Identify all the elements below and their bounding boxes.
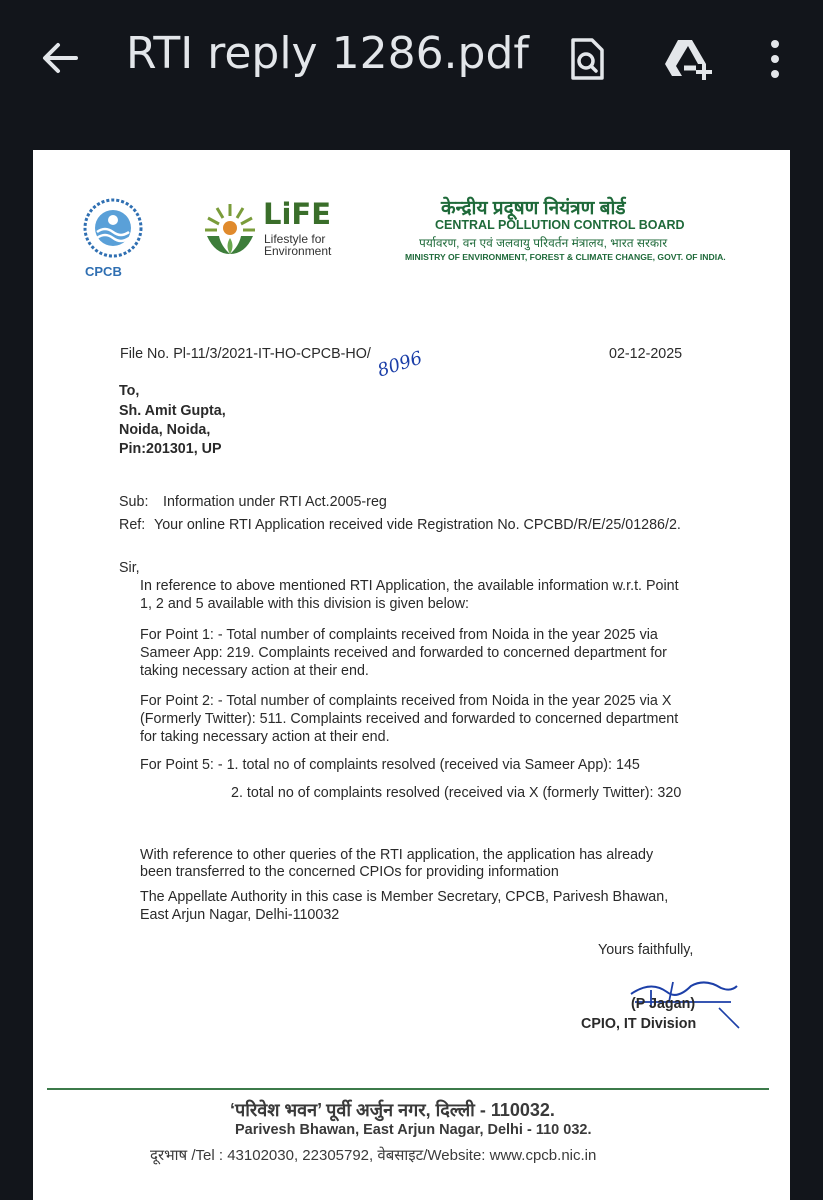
file-number: File No. Pl-11/3/2021-IT-HO-CPCB-HO/ bbox=[120, 346, 371, 362]
addressee-pin: Pin:201301, UP bbox=[119, 441, 222, 457]
intro-line-1: In reference to above mentioned RTI Application, the available information w.r.t. Point bbox=[140, 578, 679, 594]
subject-label: Sub: bbox=[119, 494, 149, 510]
addressee-city: Noida, Noida, bbox=[119, 422, 211, 438]
other-queries-line-1: With reference to other queries of the RTI application, the application has already bbox=[140, 847, 654, 863]
search-in-document-icon[interactable] bbox=[565, 36, 609, 82]
appellate-line-2: East Arjun Nagar, Delhi-110032 bbox=[140, 907, 340, 923]
addressee-to: To, bbox=[119, 383, 140, 399]
point2-line-3: for taking necessary action at their end. bbox=[140, 729, 390, 745]
drive-add-icon[interactable] bbox=[664, 36, 714, 82]
appellate-line-1: The Appellate Authority in this case is Member Secretary, CPCB, Parivesh Bhawan, bbox=[140, 889, 669, 905]
other-queries-line-2: been transferred to the concerned CPIOs for providing information bbox=[140, 864, 559, 880]
letter-date: 02-12-2025 bbox=[609, 346, 683, 362]
point5-line-2: 2. total no of complaints resolved (received via X (formerly Twitter): 320 bbox=[231, 785, 682, 801]
footer-address-english: Parivesh Bhawan, East Arjun Nagar, Delhi - 110 032. bbox=[235, 1122, 592, 1138]
back-arrow-icon[interactable] bbox=[38, 36, 82, 80]
subject-text: Information under RTI Act.2005-reg bbox=[163, 494, 387, 510]
point1-line-1: For Point 1: - Total number of complaints received from Noida in the year 2025 via bbox=[140, 627, 658, 643]
reference-text: Your online RTI Application received vide Registration No. CPCBD/R/E/25/01286/2. bbox=[154, 517, 681, 533]
life-subtitle-line1: Lifestyle for bbox=[264, 232, 326, 246]
ministry-english: MINISTRY OF ENVIRONMENT, FOREST & CLIMATE CHANGE, GOVT. OF INDIA. bbox=[405, 252, 726, 262]
cpcb-label: CPCB bbox=[85, 264, 122, 279]
signer-name: (P Jagan) bbox=[631, 996, 696, 1012]
document-title: RTI reply 1286.pdf bbox=[126, 28, 529, 79]
pdf-page bbox=[33, 150, 790, 1200]
signer-title: CPIO, IT Division bbox=[581, 1016, 697, 1032]
point1-line-2: Sameer App: 219. Complaints received and forwarded to concerned department for bbox=[140, 645, 667, 661]
addressee-name: Sh. Amit Gupta, bbox=[119, 403, 226, 419]
reference-label: Ref: bbox=[119, 517, 146, 533]
org-name-english: CENTRAL POLLUTION CONTROL BOARD bbox=[435, 218, 685, 232]
life-subtitle-line2: Environment bbox=[264, 244, 332, 258]
footer-address-hindi: ‘परिवेश भवन’ पूर्वी अर्जुन नगर, दिल्ली - 110032. bbox=[230, 1100, 555, 1120]
footer-divider bbox=[47, 1088, 769, 1090]
ministry-hindi: पर्यावरण, वन एवं जलवायु परिवर्तन मंत्रालय, भारत सरकार bbox=[419, 236, 668, 250]
point5-line-1: For Point 5: - 1. total no of complaints resolved (received via Sameer App): 145 bbox=[140, 757, 640, 773]
handwritten-dispatch-number: 8096 bbox=[374, 347, 425, 382]
life-logo-icon bbox=[199, 196, 261, 258]
org-name-hindi: केन्द्रीय प्रदूषण नियंत्रण बोर्ड bbox=[441, 198, 626, 219]
point2-line-2: (Formerly Twitter): 511. Complaints received and forwarded to concerned department bbox=[140, 711, 679, 727]
salutation: Sir, bbox=[119, 560, 140, 576]
top-app-bar bbox=[0, 0, 823, 120]
closing: Yours faithfully, bbox=[598, 942, 694, 958]
intro-line-2: 1, 2 and 5 available with this division is given below: bbox=[140, 596, 470, 612]
more-vert-icon[interactable] bbox=[765, 36, 785, 82]
point2-line-1: For Point 2: - Total number of complaints received from Noida in the year 2025 via X bbox=[140, 693, 672, 709]
footer-contact: दूरभाष /Tel : 43102030, 22305792, वेबसाइट/Website: www.cpcb.nic.in bbox=[150, 1147, 597, 1164]
life-title: LiFE bbox=[263, 197, 332, 231]
point1-line-3: taking necessary action at their end. bbox=[140, 663, 369, 679]
